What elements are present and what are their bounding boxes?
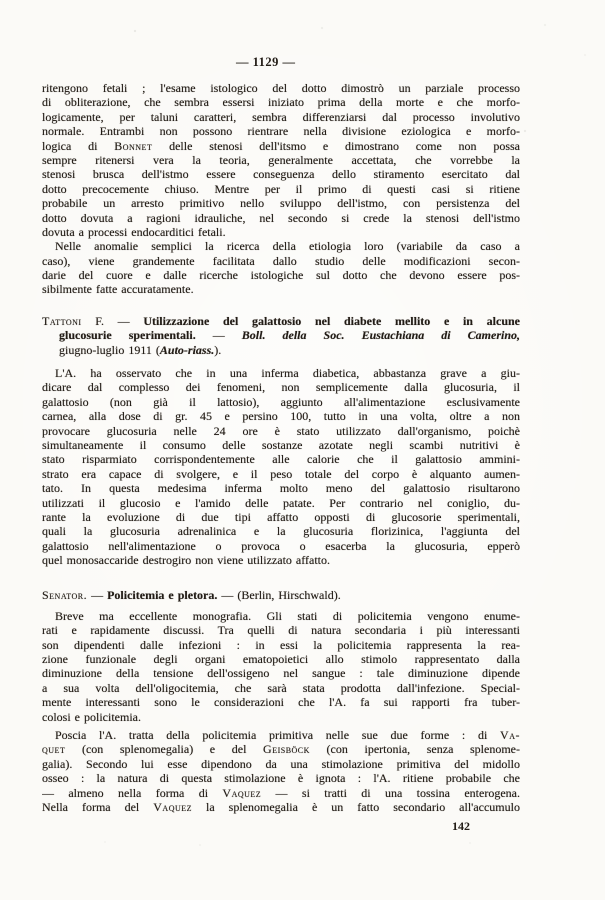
paragraph-anomalie: [42, 239, 520, 297]
text-segment: quel monosaccaride destrogiro non viene utilizzato affatto.: [42, 553, 331, 568]
text-line: [42, 638, 520, 652]
text-line: [42, 239, 520, 253]
text-line: [42, 609, 520, 623]
text-line: [42, 366, 520, 380]
text-line: [42, 95, 520, 109]
text-line: [42, 496, 520, 510]
text-line: [42, 757, 520, 771]
text-segment: giugno-luglio 1911 (: [59, 342, 160, 357]
text-line: [42, 539, 520, 553]
text-line: [42, 588, 520, 602]
text-line: [42, 510, 520, 524]
text-segment: L'A. ha osservato che in una inferma diabetica, abbastanza grave a giu-: [55, 366, 520, 381]
text-segment: darie del cuore e dalle ricerche istologiche sul dotto che devono essere pos-: [42, 268, 520, 283]
text-line: [42, 167, 520, 181]
text-line: [42, 153, 520, 167]
opening-paragraph: [42, 81, 520, 239]
text-segment: mente interessanti sono le considerazioni che l'A. fa sui rapporti fra tuber-: [42, 695, 520, 710]
text-segment: delle stenosi dell'itsmo e dimostrano come non possa: [152, 138, 520, 153]
text-segment: tato. In questa medesima inferma molto meno del galattosio risultarono: [42, 481, 520, 496]
text-segment: diminuzione della tensione dell'ossigeno nel sangue : tale diminuzione dipende: [42, 666, 520, 681]
text-line: [42, 800, 520, 814]
text-segment: Vaquez: [153, 799, 193, 814]
text-segment: — si tratti di una tossina enterogena.: [261, 785, 520, 800]
paragraph-senator-abstract-2: [42, 728, 520, 814]
text-line: [42, 424, 520, 438]
paragraph-tattoni-abstract: [42, 366, 520, 567]
text-line: [42, 395, 520, 409]
text-segment: Breve ma eccellente monografia. Gli stati di policitemia vengono enume-: [55, 608, 520, 623]
text-segment: a sua volta dell'oligocitemia, che sarà stata prodotta dall'infezione. Special-: [42, 680, 520, 695]
text-segment: caso), viene grandemente facilitata dallo studio delle modificazioni secon-: [42, 253, 520, 268]
text-segment: galattosio nell'alimentazione o provoca o esacerba la glucosuria, epperò: [42, 538, 520, 553]
text-segment: di obliterazione, che sembra essersi iniziato prima della morte e che morfo-: [42, 95, 520, 110]
text-line: [42, 742, 520, 756]
text-segment: sempre ritenersi vera la teoria, generalmente accettata, che vorrebbe la: [42, 152, 520, 167]
text-segment: Policitemia e pletora.: [107, 587, 218, 602]
text-segment: — almeno nella forma di: [42, 785, 223, 800]
text-line: [42, 652, 520, 666]
text-segment: Auto-riass.: [159, 342, 215, 357]
text-line: [42, 380, 520, 394]
text-line: [42, 81, 520, 95]
text-line: [42, 623, 520, 637]
text-segment: ).: [214, 342, 222, 357]
text-segment: simultaneamente il consumo delle sostanze azotate negli scambi nutritivi è: [42, 437, 520, 452]
text-line: [42, 695, 520, 709]
text-segment: Utilizzazione del galattosio nel diabete mellito e in alcune: [143, 313, 520, 328]
text-segment: Nelle anomalie semplici la ricerca della etiologia loro (variabile da caso a: [55, 239, 520, 254]
text-line: [42, 211, 520, 225]
text-line: [42, 409, 520, 423]
text-line: [42, 182, 520, 196]
text-segment: logicamente, per taluni caratteri, sembra differenziarsi dal processo involutivo: [42, 109, 520, 124]
text-segment: (con ipertonia, senza splenome-: [309, 742, 520, 757]
text-segment: quali la glucosuria adrenalinica e la glucosuria florizinica, l'aggiunta del: [42, 524, 520, 539]
text-segment: —: [87, 587, 108, 602]
entry-tattoni-heading: [42, 314, 520, 357]
text-segment: rati e rapidamente discussi. Tra quelli di natura secondaria i più interessanti: [42, 623, 520, 638]
text-segment: son dipendenti dalle infezioni : in essi la policitemia rappresenta la rea-: [42, 637, 520, 652]
text-segment: sibilmente fatte accuratamente.: [42, 282, 194, 297]
text-line: [42, 681, 520, 695]
text-line: [42, 196, 520, 210]
text-segment: dotto dovuta a ragioni idrauliche, nel secondo si crede la stenosi dell'istmo: [42, 210, 520, 225]
text-segment: Nella forma del: [42, 799, 154, 814]
text-segment: Poscia l'A. tratta della policitemia primitiva nelle sue due forme : di: [55, 728, 501, 743]
page-header-number: — 1129 —: [236, 55, 296, 69]
text-line: [42, 282, 520, 296]
text-segment: Senator.: [42, 587, 88, 602]
text-line: [42, 481, 520, 495]
text-segment: strato era capace di svolgere, e il peso totale del corpo è alquanto aumen-: [42, 466, 520, 481]
text-line: [42, 524, 520, 538]
text-segment: Vaquez: [222, 785, 262, 800]
text-column: [42, 81, 520, 814]
text-line: [42, 666, 520, 680]
text-line: [42, 728, 520, 742]
text-segment: —: [195, 328, 242, 343]
text-segment: la splenomegalia è un fatto secondario all'accumulo: [192, 799, 520, 814]
text-segment: (con splenomegalia) e del: [65, 742, 264, 757]
entry-senator-heading: [42, 588, 520, 602]
text-segment: dovuta a processi endocarditici fetali.: [42, 224, 226, 239]
text-line: [42, 254, 520, 268]
text-segment: colosi e policitemia.: [42, 709, 141, 724]
text-line: [42, 467, 520, 481]
text-segment: provocare glucosuria nelle 24 ore è stato utilizzato dall'organismo, poichè: [42, 423, 520, 438]
text-segment: Tattoni: [42, 313, 82, 328]
text-segment: osseo : la natura di questa stimolazione è ignota : l'A. ritiene probabile che: [42, 771, 520, 786]
text-segment: quet: [42, 742, 66, 757]
text-segment: logica di: [42, 138, 115, 153]
page-footer-number: 142: [452, 819, 470, 833]
text-line: [42, 124, 520, 138]
text-line: [42, 710, 520, 724]
text-line: [42, 343, 520, 357]
text-segment: carnea, alla dose di gr. 45 e persino 100, tutto in una volta, oltre a non: [42, 409, 520, 424]
text-segment: utilizzati il glucosio e l'amido delle patate. Per contrario nel coniglio, du-: [42, 495, 520, 510]
text-segment: glucosurie sperimentali.: [59, 328, 196, 343]
text-line: [42, 452, 520, 466]
text-line: [42, 314, 520, 328]
text-line: [42, 771, 520, 785]
text-segment: Va-: [500, 728, 520, 743]
text-line: [42, 268, 520, 282]
text-segment: Boll. della Soc. Eustachiana di Camerino,: [241, 328, 520, 343]
text-segment: zione funzionale degli organi ematopoietici allo stimolo rappresentato dalla: [42, 652, 520, 667]
text-segment: ritengono fetali ; l'esame istologico del dotto dimostrò un parziale processo: [42, 81, 520, 95]
text-segment: dotto precocemente chiuso. Mentre per il primo di questi casi si ritiene: [42, 181, 520, 196]
text-line: [42, 553, 520, 567]
text-line: [42, 225, 520, 239]
text-segment: — (Berlin, Hirschwald).: [217, 587, 341, 602]
text-line: [42, 139, 520, 153]
text-segment: normale. Entrambi non possono rientrare nella divisione eziologica e morfo-: [42, 124, 520, 139]
text-line: [42, 438, 520, 452]
text-line: [42, 328, 520, 342]
text-segment: stenosi brusca dell'istmo essere conseguenza dello stiramento esercitato dal: [42, 167, 520, 182]
text-segment: F. —: [81, 313, 144, 328]
text-segment: galattosio (non già il lattosio), aggiunto all'alimentazione esclusivamente: [42, 394, 520, 409]
paragraph-senator-abstract-1: [42, 609, 520, 724]
text-segment: Bonnet: [114, 138, 153, 153]
text-segment: stato risparmiato corrispondentemente alle calorie che il galattosio ammini-: [42, 452, 520, 467]
text-line: [42, 786, 520, 800]
text-segment: dicare dal complesso dei fenomeni, non semplicemente dalla glucosuria, il: [42, 380, 520, 395]
text-segment: rante la evoluzione di due tipi affatto opposti di glucosorie sperimentali,: [42, 509, 520, 524]
text-segment: probabile un arresto primitivo nello sviluppo dell'istmo, con persistenza del: [42, 196, 520, 211]
text-segment: galia). Secondo lui esse dipendono da una stimolazione primitiva del midollo: [42, 756, 520, 771]
text-line: [42, 110, 520, 124]
text-segment: Geisböck: [263, 742, 310, 757]
